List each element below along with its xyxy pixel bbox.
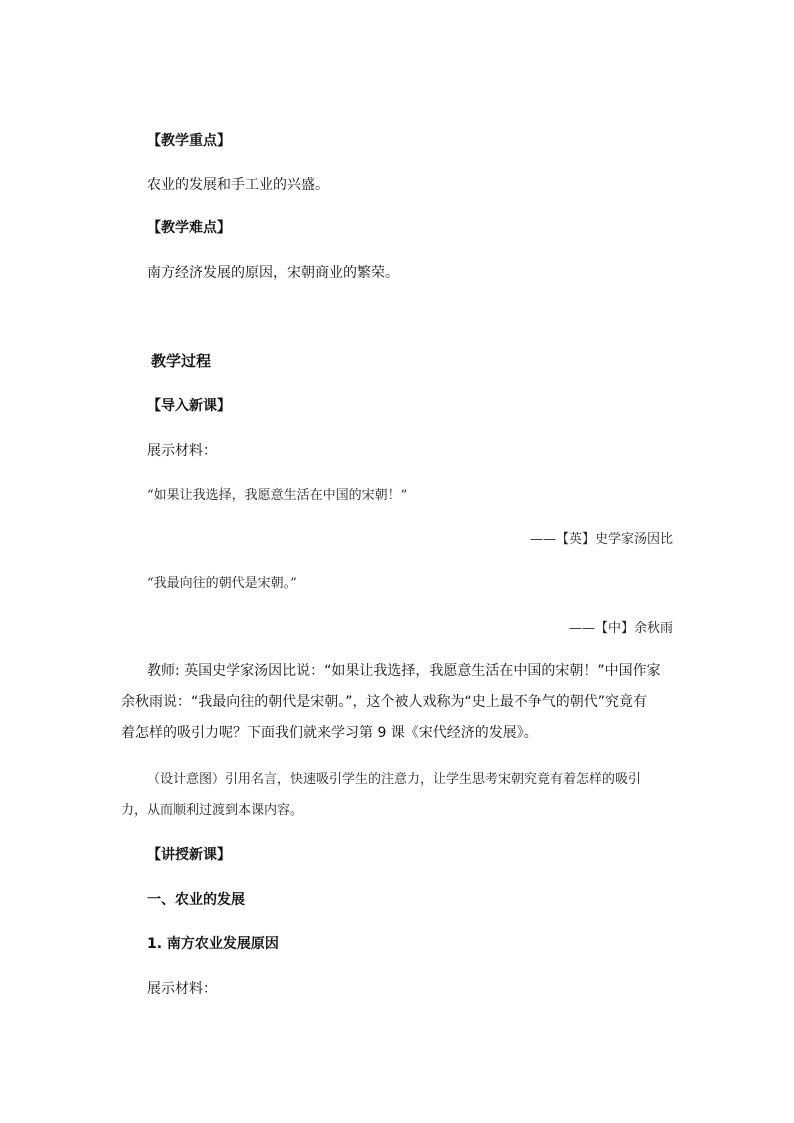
teacher-line: 余秋雨说：“我最向往的朝代是宋朝。”，这个被人戏称为“史上最不争气的朝代”究竟有	[121, 694, 648, 710]
quote-1-source: ——【英】史学家汤因比	[529, 532, 673, 547]
intro-heading: 【导入新课】	[147, 398, 231, 414]
teacher-line: 着怎样的吸引力呢？下面我们就来学习第 9 课《宋代经济的发展》。	[121, 725, 538, 741]
quote-2: “我最向往的朝代是宋朝。”	[147, 576, 297, 591]
key-point-heading: 【教学重点】	[147, 133, 231, 149]
key-point-text: 农业的发展和手工业的兴盛。	[147, 177, 329, 193]
material-label-2: 展示材料：	[147, 981, 217, 997]
subsection-1-heading: 一、农业的发展	[147, 892, 245, 908]
quote-2-source: ——【中】余秋雨	[568, 621, 673, 636]
subsection-1-1-heading: 1. 南方农业发展原因	[147, 936, 279, 952]
design-intent-line: （设计意图）引用名言，快速吸引学生的注意力，让学生思考宋朝究竟有着怎样的吸引	[147, 772, 642, 787]
material-label-1: 展示材料：	[147, 443, 217, 459]
difficulty-text: 南方经济发展的原因，宋朝商业的繁荣。	[147, 265, 399, 281]
design-intent-line: 力，从而顺利过渡到本课内容。	[121, 803, 304, 818]
difficulty-heading: 【教学难点】	[147, 220, 231, 236]
quote-1: “如果让我选择，我愿意生活在中国的宋朝！”	[147, 488, 408, 503]
teacher-paragraph	[121, 656, 681, 749]
design-intent-paragraph	[121, 764, 681, 826]
process-heading: 教学过程	[151, 352, 212, 370]
teacher-line: 教师: 英国史学家汤因比说：“如果让我选择，我愿意生活在中国的宋朝！”中国作家	[147, 663, 661, 679]
new-lesson-heading: 【讲授新课】	[147, 847, 231, 863]
